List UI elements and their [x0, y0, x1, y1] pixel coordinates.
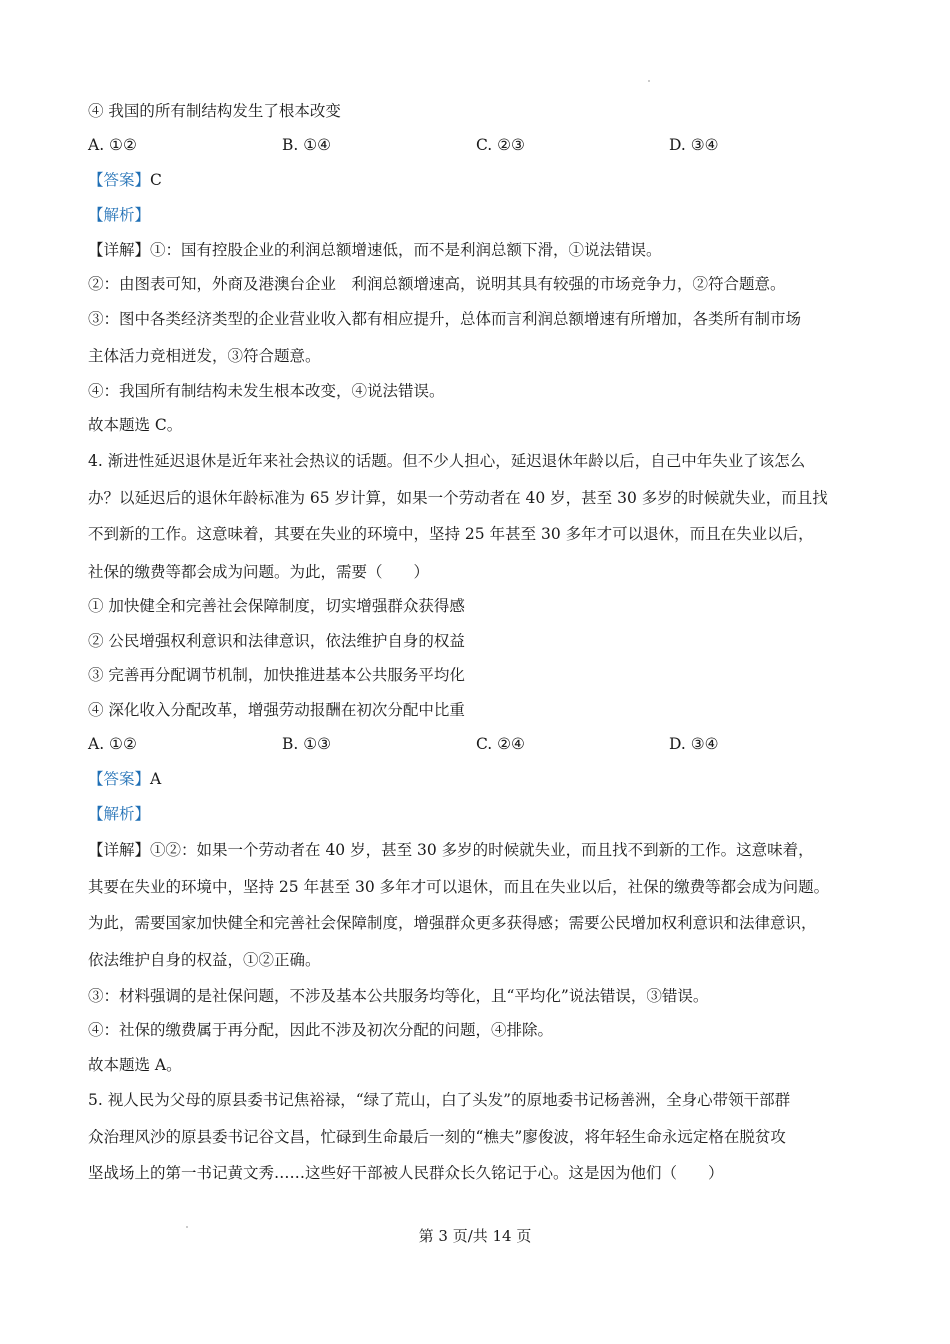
q3-analysis-tag	[88, 205, 150, 225]
q3-choice-d: D. ③④	[669, 136, 719, 154]
analysis-tag: 【解析】	[88, 206, 151, 224]
q4-option-3: ③ 完善再分配调节机制，加快推进基本公共服务平均化	[88, 666, 465, 684]
q3-answer-line	[88, 170, 162, 190]
q4-stem-line: 办？以延迟后的退休年龄标准为 65 岁计算，如果一个劳动者在 40 岁，甚至 30 多岁的时候就失业，而且找	[88, 489, 828, 507]
q4-choice-d: D. ③④	[669, 735, 719, 753]
q4-stem-line: 社保的缴费等都会成为问题。为此，需要（ ）	[88, 563, 430, 581]
q3-option-4: ④ 我国的所有制结构发生了根本改变	[88, 102, 341, 120]
detail-tag: 【详解】	[88, 241, 151, 259]
q4-detail-line: ③：材料强调的是社保问题，不涉及基本公共服务均等化，且“平均化”说法错误，③错误。	[88, 987, 709, 1005]
q4-stem-line: 4. 渐进性延迟退休是近年来社会热议的话题。但不少人担心，延迟退休年龄以后，自己中年失业了该怎么	[88, 452, 806, 470]
q4-analysis-tag	[88, 804, 150, 824]
q4-answer-line	[88, 769, 161, 789]
q4-choice-c: C. ②④	[476, 735, 525, 753]
q4-conclusion: 故本题选 A。	[88, 1056, 182, 1074]
q4-choice-b: B. ①③	[282, 735, 332, 753]
answer-value: C	[150, 171, 162, 189]
answer-value: A	[150, 770, 162, 788]
analysis-tag: 【解析】	[88, 805, 151, 823]
q4-stem-line: 不到新的工作。这意味着，其要在失业的环境中，坚持 25 年甚至 30 多年才可以退休，而且在失业以后，	[88, 525, 814, 543]
q3-choice-c: C. ②③	[476, 136, 525, 154]
answer-tag: 【答案】	[88, 171, 151, 189]
q3-choice-a: A. ①②	[88, 136, 137, 154]
detail-text: ①：国有控股企业的利润总额增速低，而不是利润总额下滑，①说法错误。	[150, 241, 662, 259]
q3-detail-line: ④：我国所有制结构未发生根本改变，④说法错误。	[88, 382, 445, 400]
q4-option-1: ① 加快健全和完善社会保障制度，切实增强群众获得感	[88, 597, 465, 615]
detail-tag: 【详解】	[88, 841, 151, 859]
q4-choice-a: A. ①②	[88, 735, 137, 753]
scan-speck	[648, 80, 650, 82]
q5-stem-line: 5. 视人民为父母的原县委书记焦裕禄，“绿了荒山，白了头发”的原地委书记杨善洲，全身心带领干部群	[88, 1091, 791, 1109]
q3-detail-line: ③：图中各类经济类型的企业营业收入都有相应提升，总体而言利润总额增速有所增加，各类所有制市场	[88, 310, 802, 328]
q4-option-4: ④ 深化收入分配改革，增强劳动报酬在初次分配中比重	[88, 701, 465, 719]
q3-detail-line	[88, 240, 662, 260]
q4-detail-line	[88, 840, 814, 860]
q5-stem-line: 坚战场上的第一书记黄文秀……这些好干部被人民群众长久铭记于心。这是因为他们（ ）	[88, 1164, 724, 1182]
page-number: 第 3 页/共 14 页	[418, 1227, 532, 1245]
q3-detail-line: 主体活力竞相迸发，③符合题意。	[88, 347, 321, 365]
q3-conclusion: 故本题选 C。	[88, 416, 183, 434]
q3-choice-b: B. ①④	[282, 136, 332, 154]
q3-detail-line: ②：由图表可知，外商及港澳台企业 利润总额增速高，说明其具有较强的市场竞争力，②符合题意。	[88, 275, 786, 293]
detail-text: ①②：如果一个劳动者在 40 岁，甚至 30 多岁的时候就失业，而且找不到新的工作。这意味着，	[150, 841, 814, 859]
q4-detail-line: ④：社保的缴费属于再分配，因此不涉及初次分配的问题，④排除。	[88, 1021, 554, 1039]
q5-stem-line: 众治理风沙的原县委书记谷文昌，忙碌到生命最后一刻的“樵夫”廖俊波，将年轻生命永远定格在脱贫攻	[88, 1128, 786, 1146]
q4-detail-line: 为此，需要国家加快健全和完善社会保障制度，增强群众更多获得感；需要公民增加权利意识和法律意识，	[88, 914, 817, 932]
answer-tag: 【答案】	[88, 770, 151, 788]
q4-option-2: ② 公民增强权利意识和法律意识，依法维护自身的权益	[88, 632, 465, 650]
q4-detail-line: 其要在失业的环境中，坚持 25 年甚至 30 多年才可以退休，而且在失业以后，社保的缴费等都会成为问题。	[88, 878, 830, 896]
q4-detail-line: 依法维护自身的权益，①②正确。	[88, 951, 321, 969]
